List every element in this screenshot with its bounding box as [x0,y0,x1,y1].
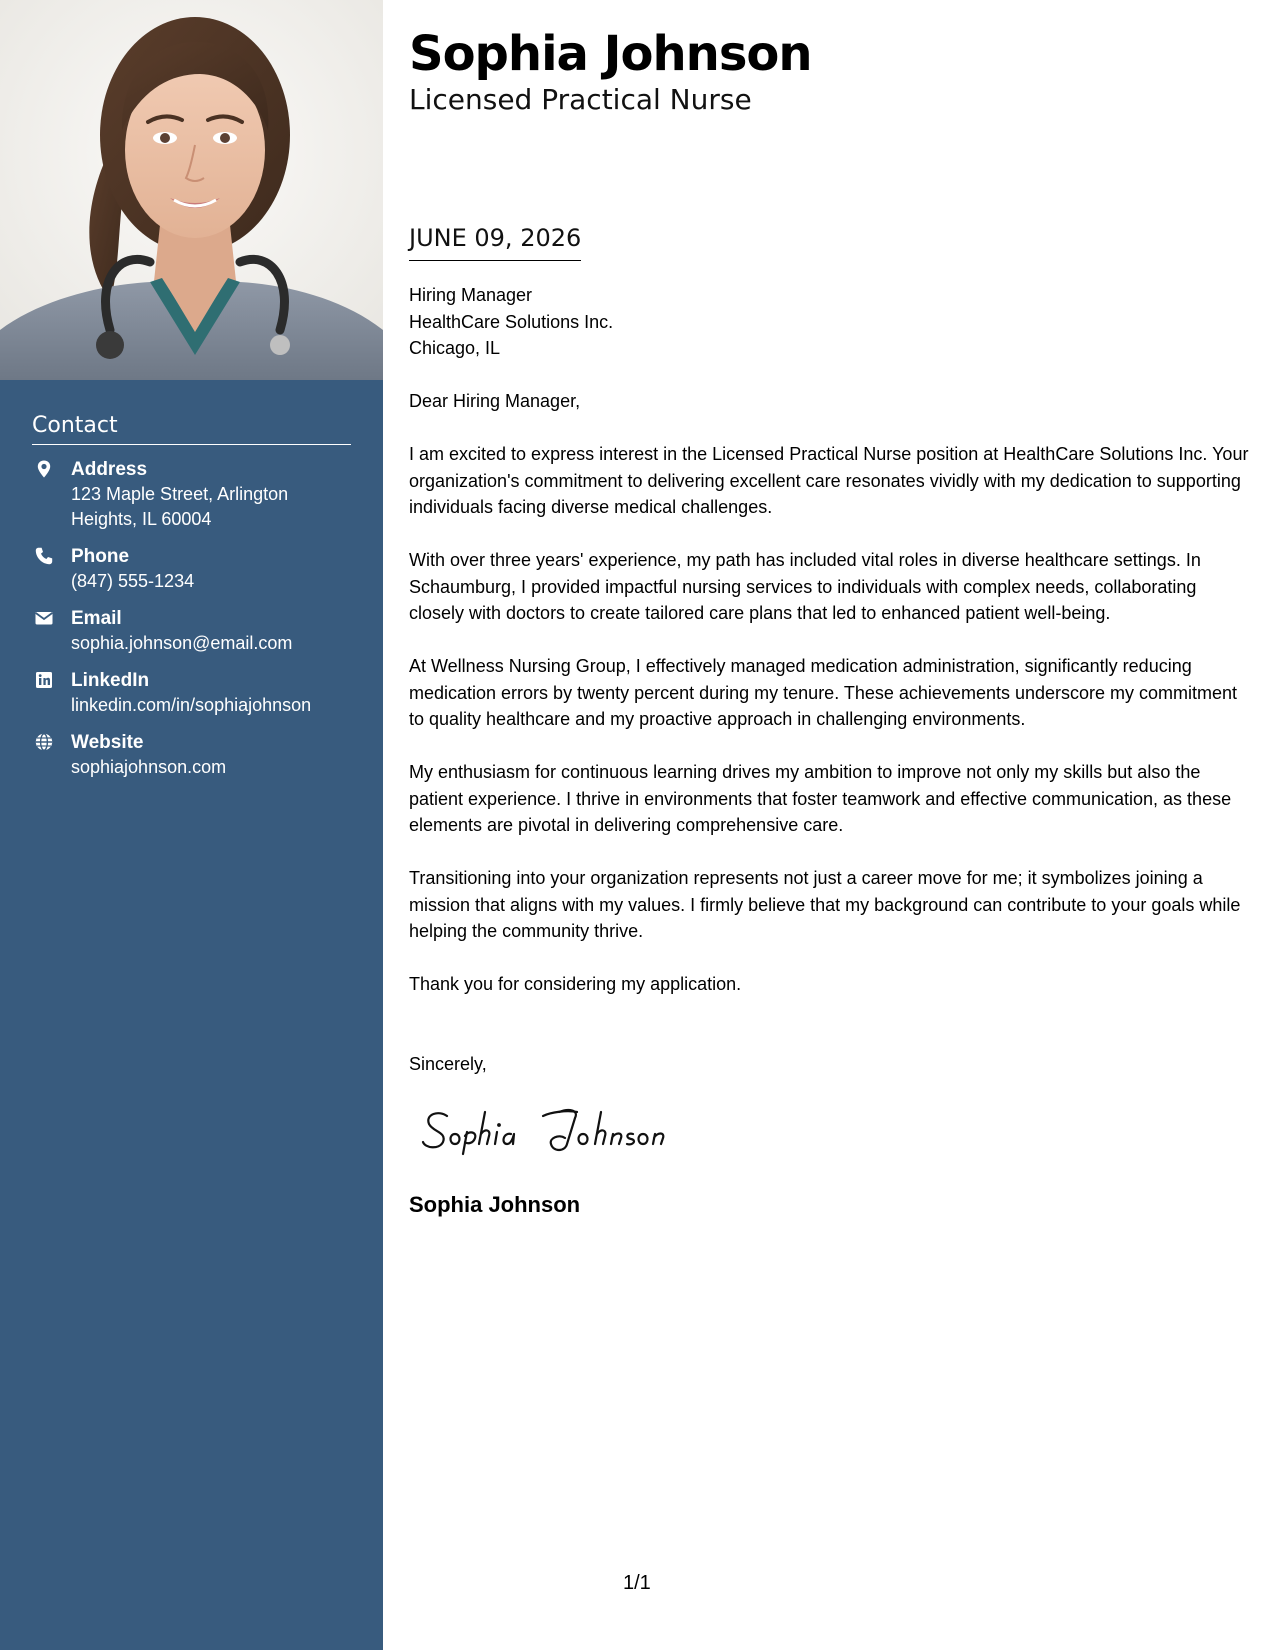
contact-label: Email [71,608,122,629]
profile-photo [0,0,383,380]
letter-paragraph: Thank you for considering my application. [409,974,742,994]
letter-body [409,282,1249,1077]
recipient-line: Chicago, IL [409,338,501,358]
letter-paragraph: I am excited to express interest in the Licensed Practical Nurse position at HealthCare Solutions Inc. Your organization's commitment to delivering excellent care resonates vividly with my dedication to supporting individuals facing diverse medical challenges. [409,444,1249,517]
contact-label: Address [71,459,148,480]
signer-name: Sophia Johnson [409,1192,581,1217]
letter-paragraph: My enthusiasm for continuous learning drives my ambition to improve not only my skills but also the patient experience. I thrive in environments that foster teamwork and effective communication, as these elements are pivotal in delivering comprehensive care. [409,762,1232,835]
contact-item-linkedin [32,668,351,718]
applicant-name: Sophia Johnson [409,26,812,82]
recipient-line: Hiring Manager [409,285,533,305]
phone-icon [34,546,54,566]
envelope-icon [34,608,54,628]
address-value: 123 Maple Street, Arlington Heights, IL 60004 [71,484,289,529]
contact-item-address [32,457,351,532]
letter-paragraph: With over three years' experience, my path has included vital roles in diverse healthcare settings. In Schaumburg, I provided impactful nursing services to individuals with complex needs, collaborating closely with doctors to create tailored care plans that led to enhanced patient well-being. [409,550,1201,623]
linkedin-value[interactable]: linkedin.com/in/sophiajohnson [71,695,312,715]
globe-icon [34,732,54,752]
letter-paragraph: At Wellness Nursing Group, I effectively managed medication administration, significantly reducing medication errors by twenty percent during my tenure. These achievements underscore my commitment to quality healthcare and my proactive approach in challenging environments. [409,656,1238,729]
page-number: 1/1 [623,1572,651,1594]
contact-item-website [32,730,351,780]
contact-section [32,412,351,792]
sidebar [0,0,383,1650]
contact-label: LinkedIn [71,670,150,691]
letter-date: JUNE 09, 2026 [409,222,581,261]
contact-label: Website [71,732,144,753]
email-value[interactable]: sophia.johnson@email.com [71,633,293,653]
letter-paragraph: Transitioning into your organization represents not just a career move for me; it symbolizes joining a mission that aligns with my values. I firmly believe that my background can contribute to your goals while helping the community thrive. [409,868,1241,941]
recipient-block [409,282,1249,362]
applicant-role: Licensed Practical Nurse [409,83,752,116]
closing: Sincerely, [409,1053,487,1074]
linkedin-icon [34,670,54,690]
profile-photo-illustration [0,0,383,380]
phone-value[interactable]: (847) 555-1234 [71,571,195,591]
recipient-line: HealthCare Solutions Inc. [409,311,614,332]
website-value[interactable]: sophiajohnson.com [71,757,227,777]
salutation: Dear Hiring Manager, [409,391,581,411]
contact-label: Phone [71,546,130,567]
handwritten-signature [419,1098,669,1158]
contact-item-email [32,606,351,656]
contact-heading: Contact [32,412,351,445]
location-pin-icon [34,459,54,479]
contact-item-phone [32,544,351,594]
